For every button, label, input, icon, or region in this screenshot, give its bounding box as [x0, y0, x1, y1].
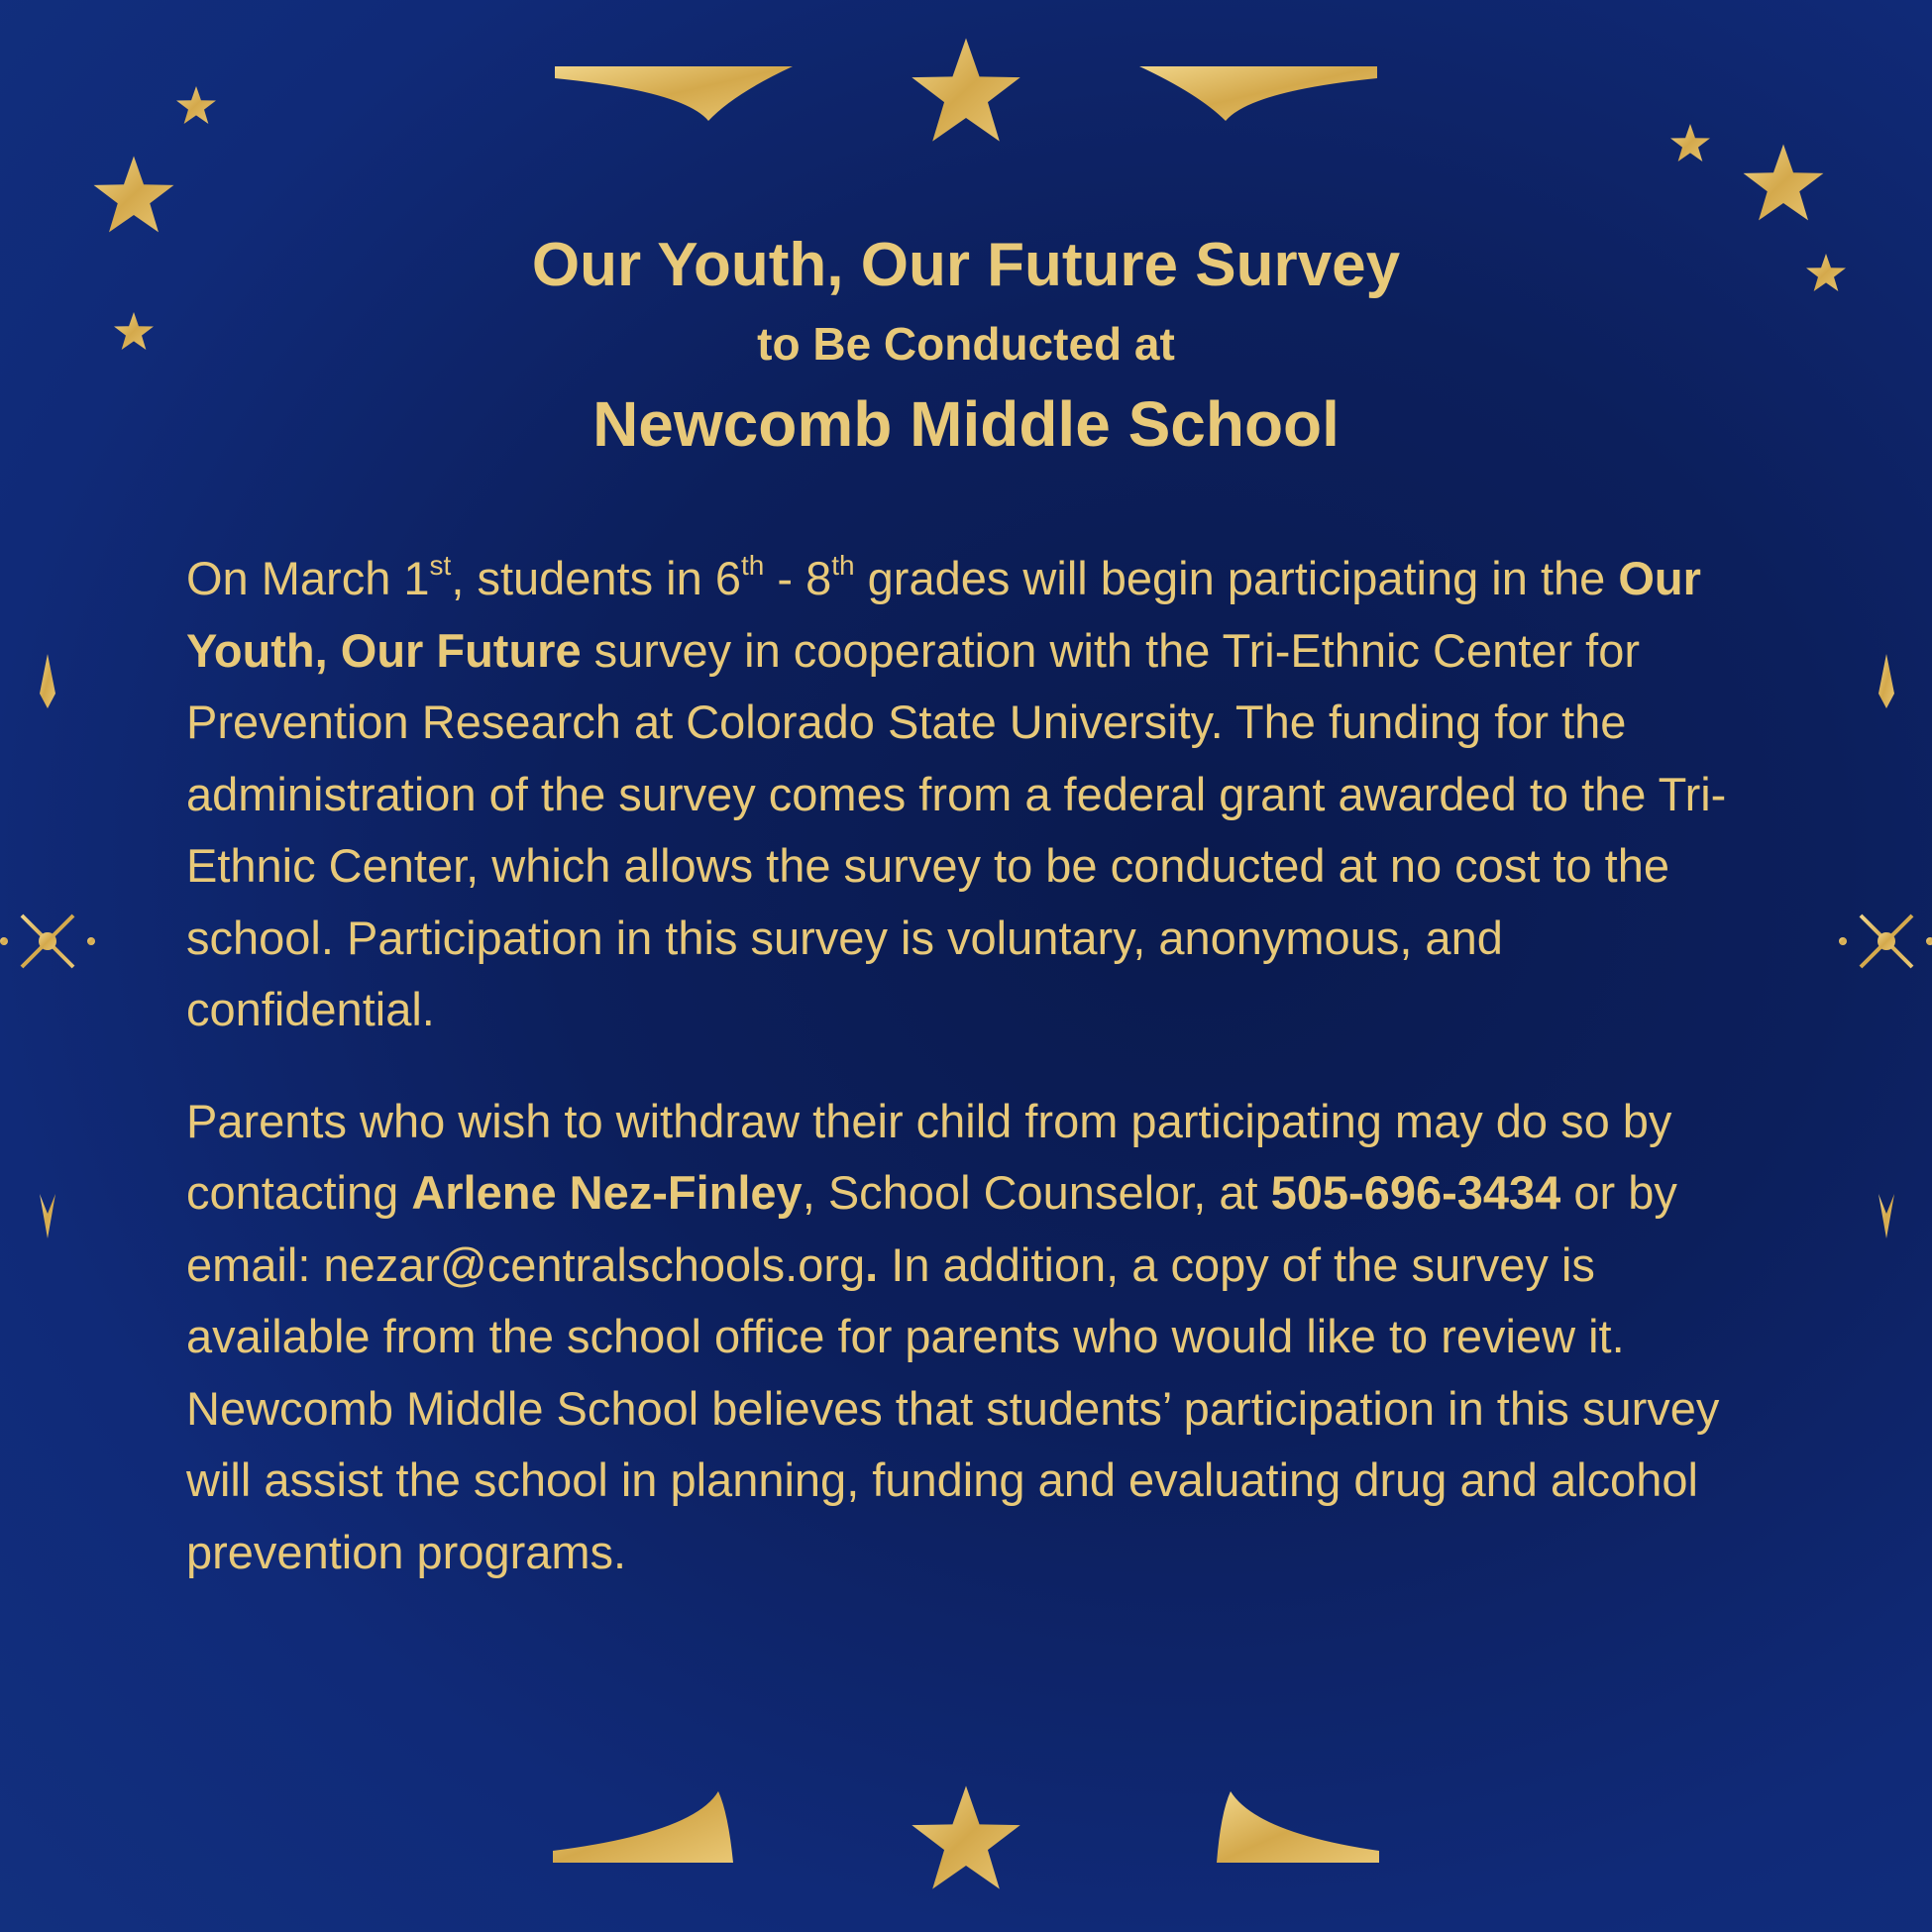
text-run: survey in cooperation with the Tri-Ethnic Center for Prevention Research at Colorado State University. The funding for the administration of the survey comes from a federal grant awarded to the Tri-Ethnic Center, which allows the survey to be conducted at no cost to the school. Participation in this survey is voluntary, anonymous, and confidential. [186, 623, 1727, 1035]
sparkle-icon [0, 897, 95, 986]
text-run: , School Counselor, at [802, 1166, 1271, 1219]
text-run: In addition, a copy of the survey is available from the school office for parents who would like to review it. Newcomb Middle School believes that students’ participation in this survey will assist the school in planning, funding and evaluating drug and alcohol prevention programs. [186, 1237, 1720, 1578]
paragraph-opt-out-info [186, 1086, 1742, 1589]
sparkle-icon [1839, 897, 1932, 986]
text-run: . [865, 1237, 879, 1291]
ordinal-suffix: th [740, 550, 765, 581]
announcement-header [0, 226, 1932, 470]
counselor-name: Arlene Nez-Finley [411, 1166, 803, 1219]
text-run: - 8 [764, 552, 832, 604]
survey-name-bold: Our Youth, Our Future [186, 552, 1701, 677]
star-icon [912, 39, 1020, 142]
phone-number[interactable]: 505-696-3434 [1270, 1166, 1561, 1219]
school-name: Newcomb Middle School [592, 388, 1340, 460]
email-text[interactable]: or by email: nezar@centralschools.org [186, 1166, 1677, 1291]
text-run: grades will begin participating in the [854, 552, 1619, 604]
survey-title: Our Youth, Our Future Survey [531, 231, 1401, 299]
star-icon [1744, 145, 1824, 221]
star-icon [176, 86, 216, 124]
survey-subtitle: to Be Conducted at [757, 318, 1175, 370]
ordinal-suffix: th [831, 550, 855, 581]
text-run: Parents who wish to withdraw their child from participating may do so by contacting [186, 1094, 1672, 1219]
star-icon [912, 1786, 1020, 1889]
paragraph-survey-info [186, 543, 1742, 1046]
announcement-body [186, 543, 1742, 1588]
text-run: On March 1 [186, 552, 430, 604]
text-run: , students in 6 [451, 552, 741, 604]
star-icon [94, 157, 174, 233]
ordinal-suffix: st [429, 550, 452, 581]
star-icon [1670, 124, 1710, 161]
